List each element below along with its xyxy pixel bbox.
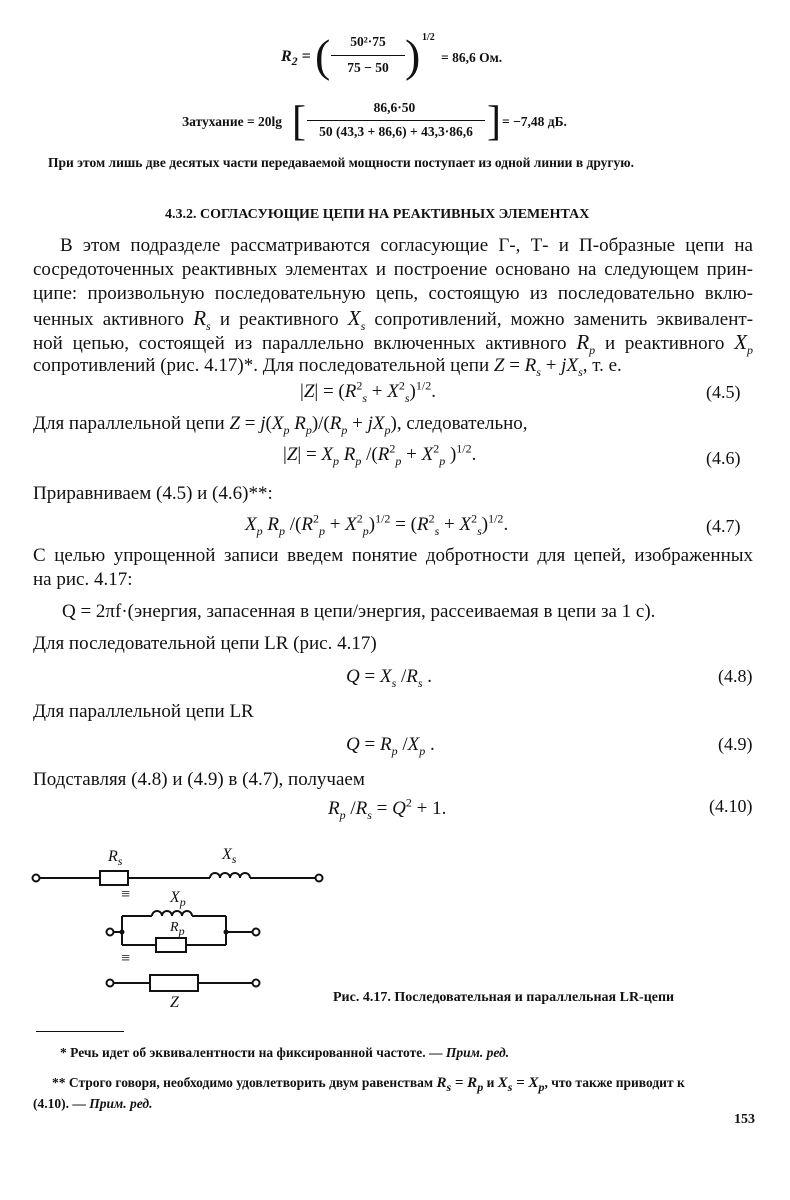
- attenuation-lhs: Затухание = 20lg: [182, 114, 283, 129]
- terminal-right-3: [253, 980, 260, 987]
- label-rs: $R_s$: [108, 848, 123, 869]
- inductor-xp: [152, 911, 192, 916]
- equation-4-10-number: (4.10): [709, 796, 753, 816]
- resistor-rs: [100, 871, 128, 885]
- equation-4-8-lead: Для последовательной цепи LR (рис. 4.17): [33, 633, 377, 654]
- impedance-z: [150, 975, 198, 991]
- resistor-rp: [156, 938, 186, 952]
- footnote-2-cont: (4.10). — Прим. ред.: [33, 1096, 153, 1111]
- q-lead-line-1: С целью упрощенной записи введем понятие добротности для цепей, изображенных: [33, 545, 753, 566]
- label-z: Z: [170, 994, 179, 1011]
- paragraph-line-1: В этом подразделе рассматриваются согласующие Г-, Т- и П-образные цепи на: [60, 235, 753, 256]
- attenuation-result: = −7,48 дБ.: [502, 114, 567, 129]
- inductor-xs: [210, 873, 250, 878]
- equation-4-7-lead: Приравниваем (4.5) и (4.6)**:: [33, 483, 273, 504]
- r2-numerator: 50²·75: [350, 34, 386, 49]
- r2-denominator: 75 − 50: [347, 60, 389, 75]
- equiv-sign-1: ≡: [121, 886, 131, 903]
- terminal-left-1: [33, 875, 40, 882]
- equation-4-9-lead: Для параллельной цепи LR: [33, 701, 254, 722]
- q-lead-line-2: на рис. 4.17:: [33, 569, 133, 590]
- equation-4-9-number: (4.9): [718, 734, 753, 754]
- intro-note: При этом лишь две десятых части передаваемой мощности поступает из одной линии в другую.: [48, 155, 634, 170]
- paragraph-line-4: ченных активного $R_s$ и реактивного $X_s$ сопротивлений, можно заменить эквивалент-: [33, 306, 754, 333]
- q-definition: Q = 2πf·(энергия, запасенная в цепи/энергия, рассеиваемая в цепи за 1 с).: [62, 601, 656, 622]
- paragraph-line-2: сосредоточенных реактивных элементах и построение основано на следующем прин-: [33, 259, 753, 280]
- equation-4-5-number: (4.5): [706, 382, 741, 402]
- equation-4-8: $Q = X_s$ $/R_s$ .: [346, 666, 433, 690]
- equation-4-7-number: (4.7): [706, 516, 741, 536]
- r2-equation: $R_2$ = ( 50²·75 75 − 50 ) 1/2 = 86,6 Ом.: [281, 30, 503, 81]
- footnote-1: * Речь идет об эквивалентности на фиксированной частоте. — Прим. ред.: [60, 1045, 510, 1060]
- paragraph-line-3: ципе: произвольную последовательную цепь, состоящую из последовательно вклю-: [33, 283, 753, 304]
- attenuation-denominator: 50 (43,3 + 86,6) + 43,3·86,6: [319, 124, 473, 139]
- equiv-sign-2: ≡: [121, 950, 131, 967]
- equation-4-7: $X_p$ $R_p$ $/(R^2_p + X^2_p)^{1/2} = (R^2_s + X^2_s)^{1/2}$.: [245, 511, 509, 538]
- footnote-separator: [36, 1031, 124, 1032]
- label-rp: $R_p$: [170, 920, 185, 938]
- equation-4-5: $|Z| = (R^2_s + X^2_s)^{1/2}$.: [300, 378, 436, 405]
- terminal-right-1: [316, 875, 323, 882]
- equation-4-6: $|Z| = X_p$ $R_p$ $/(R^2_p + X^2_p$ )$^{1/2}$.: [283, 441, 477, 468]
- terminal-left-3: [107, 980, 114, 987]
- paragraph-line-6: сопротивлений (рис. 4.17)*. Для последовательной цепи $Z = R_s + jX_s$, т. е.: [33, 355, 622, 379]
- equation-4-8-number: (4.8): [718, 666, 753, 686]
- section-title: 4.3.2. СОГЛАСУЮЩИЕ ЦЕПИ НА РЕАКТИВНЫХ ЭЛЕМЕНТАХ: [165, 207, 590, 222]
- attenuation-numerator: 86,6·50: [373, 100, 416, 115]
- label-xs: $X_s$: [222, 846, 237, 867]
- footnote-2: ** Строго говоря, необходимо удовлетворить двум равенствам $R_s = R_p$ и $X_s = X_p$, что также приводит к: [52, 1075, 685, 1094]
- equation-4-10: $R_p$ $/R_s = Q^2 + 1$.: [328, 795, 447, 822]
- terminal-left-2: [107, 929, 114, 936]
- paragraph-line-5: ной цепью, состоящей из параллельно включенных активного $R_p$ и реактивного $X_p$: [33, 330, 754, 357]
- r2-exponent: 1/2: [422, 32, 435, 43]
- figure-caption: Рис. 4.17. Последовательная и параллельная LR-цепи: [333, 990, 675, 1005]
- equation-4-9: $Q = R_p$ $/X_p$ .: [346, 734, 435, 758]
- equation-4-6-lead: Для параллельной цепи $Z = j(X_p$ $R_p)/(R_p + jX_p)$, следовательно,: [33, 413, 528, 437]
- label-xp: $X_p$: [170, 889, 186, 910]
- attenuation-equation: Затухание = 20lg [ 86,6·50 50 (43,3 + 86,6) + 43,3·86,6 ] = −7,48 дБ.: [182, 99, 567, 145]
- equation-4-6-number: (4.6): [706, 448, 741, 468]
- r2-result: = 86,6 Ом.: [441, 50, 503, 65]
- equation-4-10-lead: Подставляя (4.8) и (4.9) в (4.7), получаем: [33, 769, 365, 790]
- page-number: 153: [734, 1112, 755, 1127]
- terminal-right-2: [253, 929, 260, 936]
